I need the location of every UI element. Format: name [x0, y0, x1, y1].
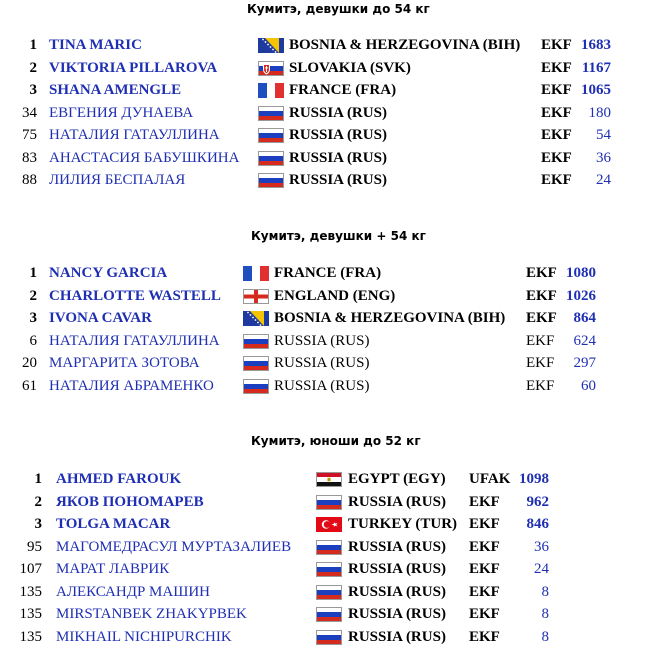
ranking-row: [0, 80, 665, 100]
athlete-name: MIKHAIL NICHIPURCHIK: [56, 629, 232, 645]
flag-eng-icon: [243, 289, 269, 304]
organization: EKF: [469, 584, 500, 600]
athlete-name: TOLGA MACAR: [56, 516, 171, 532]
organization: EKF: [541, 82, 572, 98]
organization: UFAK: [469, 471, 511, 487]
country: RUSSIA (RUS): [348, 629, 446, 645]
country: FRANCE (FRA): [274, 265, 382, 281]
points: 1065: [581, 82, 611, 98]
points: 24: [534, 561, 549, 577]
rank: 75: [22, 127, 37, 143]
points: 180: [588, 105, 611, 121]
rank: 34: [22, 105, 37, 121]
ranking-row: [0, 286, 665, 306]
flag-rus-icon: [258, 128, 284, 143]
ranking-row: [0, 353, 665, 373]
points: 36: [596, 150, 611, 166]
points: 1683: [581, 37, 611, 53]
rank: 83: [22, 150, 37, 166]
country: RUSSIA (RUS): [348, 539, 446, 555]
flag-rus-icon: [316, 540, 342, 555]
athlete-name: НАТАЛИЯ ГАТАУЛЛИНА: [49, 333, 220, 349]
organization: EKF: [541, 127, 572, 143]
athlete-name: ЕВГЕНИЯ ДУНАЕВА: [49, 105, 194, 121]
organization: EKF: [541, 60, 572, 76]
section-title: Кумитэ, девушки + 54 кг: [251, 229, 426, 243]
country: RUSSIA (RUS): [274, 355, 370, 371]
athlete-name: МАРАТ ЛАВРИК: [56, 561, 170, 577]
ranking-row: [0, 559, 665, 579]
athlete-name: МАГОМЕДРАСУЛ МУРТАЗАЛИЕВ: [56, 539, 292, 555]
ranking-row: [0, 331, 665, 351]
rank: 135: [19, 606, 42, 622]
points: 1080: [566, 265, 596, 281]
section-title: Кумитэ, юноши до 52 кг: [251, 434, 421, 448]
organization: EKF: [526, 333, 555, 349]
country: RUSSIA (RUS): [348, 584, 446, 600]
ranking-row: [0, 170, 665, 190]
ranking-row: [0, 308, 665, 328]
flag-rus-icon: [316, 585, 342, 600]
athlete-name: МАРГАРИТА ЗОТОВА: [49, 355, 200, 371]
ranking-row: [0, 492, 665, 512]
organization: EKF: [469, 494, 500, 510]
flag-rus-icon: [243, 334, 269, 349]
flag-fra-icon: [258, 83, 284, 98]
ranking-row: [0, 148, 665, 168]
ranking-row: [0, 537, 665, 557]
rank: 88: [22, 172, 37, 188]
points: 846: [526, 516, 549, 532]
points: 8: [541, 584, 549, 600]
points: 1098: [519, 471, 549, 487]
points: 24: [596, 172, 611, 188]
country: RUSSIA (RUS): [289, 105, 387, 121]
flag-rus-icon: [316, 562, 342, 577]
flag-rus-icon: [316, 630, 342, 645]
athlete-name: CHARLOTTE WASTELL: [49, 288, 221, 304]
flag-bih-icon: [258, 38, 284, 53]
flag-rus-icon: [258, 106, 284, 121]
athlete-name: ЯКОВ ПОНОМАРЕВ: [56, 494, 204, 510]
flag-rus-icon: [258, 151, 284, 166]
rank: 135: [19, 584, 42, 600]
ranking-row: [0, 263, 665, 283]
organization: EKF: [526, 288, 557, 304]
organization: EKF: [469, 629, 500, 645]
country: BOSNIA & HERZEGOVINA (BIH): [289, 37, 521, 53]
organization: EKF: [541, 150, 572, 166]
organization: EKF: [541, 172, 572, 188]
athlete-name: ЛИЛИЯ БЕСПАЛАЯ: [49, 172, 186, 188]
country: ENGLAND (ENG): [274, 288, 396, 304]
points: 962: [526, 494, 549, 510]
points: 60: [581, 378, 596, 394]
rank: 20: [22, 355, 37, 371]
rank: 3: [29, 310, 37, 326]
country: RUSSIA (RUS): [289, 150, 387, 166]
organization: EKF: [469, 606, 500, 622]
ranking-row: [0, 469, 665, 489]
country: RUSSIA (RUS): [274, 333, 370, 349]
athlete-name: AHMED FAROUK: [56, 471, 182, 487]
section-title: Кумитэ, девушки до 54 кг: [247, 2, 430, 16]
flag-rus-icon: [243, 379, 269, 394]
rank: 135: [19, 629, 42, 645]
flag-fra-icon: [243, 266, 269, 281]
organization: EKF: [469, 539, 500, 555]
flag-rus-icon: [316, 495, 342, 510]
country: RUSSIA (RUS): [289, 127, 387, 143]
rank: 1: [29, 265, 37, 281]
athlete-name: НАТАЛИЯ ГАТАУЛЛИНА: [49, 127, 220, 143]
rank: 3: [34, 516, 42, 532]
country: EGYPT (EGY): [348, 471, 446, 487]
points: 54: [596, 127, 611, 143]
rank: 6: [29, 333, 37, 349]
organization: EKF: [526, 265, 557, 281]
rank: 3: [29, 82, 37, 98]
athlete-name: VIKTORIA PILLAROVA: [49, 60, 218, 76]
athlete-name: NANCY GARCIA: [49, 265, 168, 281]
athlete-name: АЛЕКСАНДР МАШИН: [56, 584, 211, 600]
points: 36: [534, 539, 549, 555]
organization: EKF: [526, 355, 555, 371]
country: RUSSIA (RUS): [348, 561, 446, 577]
ranking-row: [0, 58, 665, 78]
rank: 1: [34, 471, 42, 487]
flag-rus-icon: [316, 607, 342, 622]
flag-bih-icon: [243, 311, 269, 326]
flag-tur-icon: [316, 517, 342, 532]
rank: 2: [29, 60, 37, 76]
organization: EKF: [469, 516, 500, 532]
athlete-name: MIRSTANBEK ZHAKYPBEK: [56, 606, 247, 622]
athlete-name: TINA MARIC: [49, 37, 142, 53]
ranking-row: [0, 627, 665, 647]
athlete-name: АНАСТАСИЯ БАБУШКИНА: [49, 150, 240, 166]
country: TURKEY (TUR): [348, 516, 458, 532]
organization: EKF: [541, 37, 572, 53]
ranking-row: [0, 582, 665, 602]
country: SLOVAKIA (SVK): [289, 60, 411, 76]
flag-rus-icon: [243, 356, 269, 371]
ranking-row: [0, 514, 665, 534]
ranking-row: [0, 125, 665, 145]
athlete-name: НАТАЛИЯ АБРАМЕНКО: [49, 378, 214, 394]
athlete-name: SHANA AMENGLE: [49, 82, 182, 98]
organization: EKF: [526, 378, 555, 394]
points: 8: [541, 629, 549, 645]
points: 1167: [581, 60, 611, 76]
country: RUSSIA (RUS): [348, 606, 446, 622]
country: FRANCE (FRA): [289, 82, 397, 98]
ranking-row: [0, 35, 665, 55]
rank: 2: [34, 494, 42, 510]
rank: 61: [22, 378, 37, 394]
rank: 2: [29, 288, 37, 304]
points: 8: [541, 606, 549, 622]
points: 864: [573, 310, 596, 326]
points: 297: [573, 355, 596, 371]
flag-egy-icon: [316, 472, 342, 487]
country: RUSSIA (RUS): [348, 494, 446, 510]
country: BOSNIA & HERZEGOVINA (BIH): [274, 310, 506, 326]
country: RUSSIA (RUS): [289, 172, 387, 188]
ranking-row: [0, 103, 665, 123]
points: 1026: [566, 288, 596, 304]
rank: 107: [19, 561, 42, 577]
organization: EKF: [541, 105, 572, 121]
flag-rus-icon: [258, 173, 284, 188]
ranking-row: [0, 604, 665, 624]
organization: EKF: [469, 561, 500, 577]
points: 624: [573, 333, 596, 349]
country: RUSSIA (RUS): [274, 378, 370, 394]
organization: EKF: [526, 310, 557, 326]
ranking-row: [0, 376, 665, 396]
flag-svk-icon: [258, 61, 284, 76]
athlete-name: IVONA CAVAR: [49, 310, 152, 326]
rank: 95: [27, 539, 42, 555]
rank: 1: [29, 37, 37, 53]
